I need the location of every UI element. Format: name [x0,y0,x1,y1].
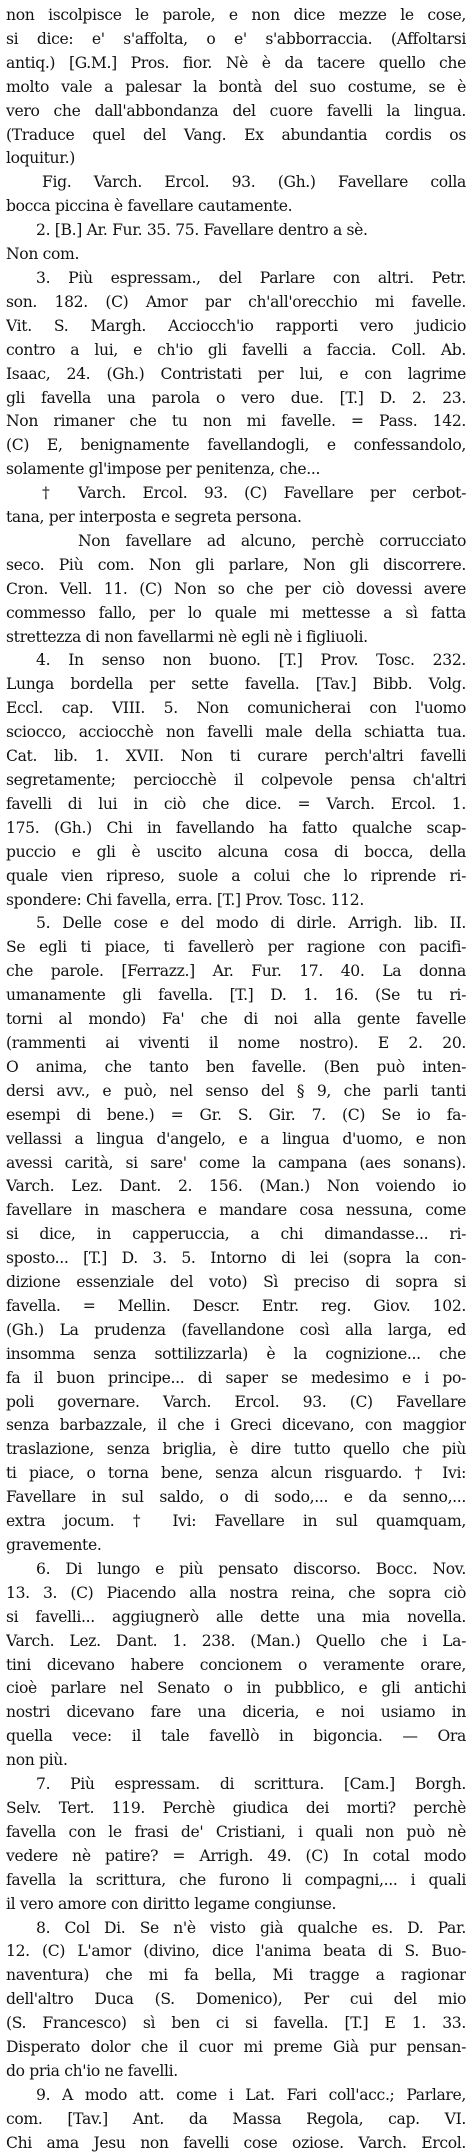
text-line: extra jocum. † Ivi: Favellare in sul quamquam, [6,1512,466,1531]
text-line: Non com. [6,245,80,264]
text-line: traslazione, senza briglia, è dire tutto quello che più [6,1440,466,1459]
text-line: non iscolpisce le parole, e non dice mezze le cose, [6,6,466,24]
text-line: Se egli ti piace, ti favellerò per ragione con pacifi- [6,938,466,957]
text-line: dizione essenziale del voto) Sì preciso di sopra si [6,1273,466,1292]
text-line: dell'altro Duca (S. Domenico), Per cui del mio [6,1990,466,2009]
text-line: 8. Col Di. Se n'è visto già qualche es. D. Par. [36,1918,466,1937]
text-line: spondere: Chi favella, erra. [T.] Prov. Tosc. 112. [6,890,364,909]
text-line: (rammenti ai viventi il nome nostro). E 2. 20. [6,1033,466,1052]
text-line: torni al mondo) Fa' che di noi alla gente favelle [6,1010,466,1029]
text-line: Non rimaner che tu non mi favelle. = Pass. 142. [6,412,466,431]
text-line: cioè parlare nel Senato o in pubblico, e gli antichi [6,1679,466,1698]
text-line: favella. = Mellin. Descr. Entr. reg. Giov. 102. [6,1296,466,1315]
text-line: quale vien ripreso, suole a colui che lo riprende ri- [6,866,466,885]
text-line: Varch. Lez. Dant. 1. 238. (Man.) Quello che i La- [6,1631,466,1650]
text-line: 9. A modo att. come i Lat. Fari coll'acc.; Parlare, [36,2085,466,2104]
text-line: Varch. Lez. Dant. 2. 156. (Man.) Non voiendo io [6,1177,466,1196]
text-line: quella vece: il tale favellò in bigoncia. — Ora [6,1727,466,1746]
text-line: Selv. Tert. 119. Perchè giudica dei morti? perchè [6,1798,466,1817]
text-line: Cron. Vell. 11. (C) Non so che per ciò dovessi avere [6,579,466,598]
text-line: Isaac, 24. (Gh.) Contristati per lui, e con lagrime [6,364,466,383]
text-line: commesso fallo, per lo quale mi mettesse a sì fatta [6,603,466,622]
text-line: contro a lui, e ch'io gli favelli a faccia. Coll. Ab. [6,340,466,359]
text-line: O anima, che tanto ben favelle. (Ben può inten- [6,1057,466,1076]
text-line: gravemente. [6,1536,102,1554]
text-line: sciocco, acciocchè non favelli male della schiatta tua. [6,723,466,742]
text-line: tana, per interposta e segreta persona. [6,508,302,527]
text-line: dersi avv., e può, nel senso del § 9, che parli tanti [6,1081,466,1100]
text-line: umanamente gli favella. [T.] D. 1. 16. (Se tu ri- [6,986,466,1005]
text-line: ti piace, o torna bene, senza alcun risguardo. † Ivi: [6,1464,466,1483]
text-line: poli governare. Varch. Ercol. 93. (C) Favellare [6,1392,466,1411]
text-line: si dice, in capperuccia, a chi dimandasse... ri- [6,1225,466,1244]
text-line: son. 182. (C) Amor par ch'all'orecchio mi favelle. [6,292,466,311]
text-line: (Traduce quel del Vang. Ex abundantia cordis os [6,125,466,144]
text-line: molto vale a palesar la bontà del suo costume, se è [6,77,466,96]
text-line: Eccl. cap. VIII. 5. Non comunicherai con l'uomo [6,699,466,718]
text-line: 13. 3. (C) Piacendo alla nostra reina, che sopra ciò [6,1583,466,1602]
text-line: loquitur.) [6,149,75,168]
text-line: † Varch. Ercol. 93. (C) Favellare per cerbot- [42,484,466,503]
text-line: Vit. S. Margh. Acciocch'io rapporti vero judicio [6,316,466,335]
text-line: che parole. [Ferrazz.] Ar. Fur. 17. 40. La donna [6,962,466,981]
text-line: si favelli... aggiugnerò alle dette una mia novella. [6,1607,466,1626]
text-line: segretamente; perciocchè il colpevole pensa ch'altri [6,771,466,789]
text-line: avessi carità, si sare' come la campana (aes sonans). [6,1153,466,1172]
text-line: 5. Delle cose e del modo di dirle. Arrigh. lib. II. [36,914,466,933]
text-line: Cat. lib. 1. XVII. Non ti curare perch'altri favelli [6,747,466,766]
text-line: non più. [6,1751,68,1770]
text-line: puccio e gli è uscito alcuna cosa di bocca, della [6,842,466,861]
text-line: 6. Di lungo e più pensato discorso. Bocc. Nov. [36,1559,466,1578]
text-line: com. [Tav.] Ant. da Massa Regola, cap. VI. [6,2109,466,2128]
text-line: 175. (Gh.) Chi in favellando ha fatto qualche scap- [6,818,466,837]
text-line: 7. Più espressam. di scrittura. [Cam.] Borgh. [36,1775,466,1794]
text-line: favella con le frasi de' Cristiani, i quali non può nè [6,1822,466,1841]
text-line: Chi ama Jesu non favelli cose oziose. Varch. Ercol. [6,2133,466,2152]
text-line: il vero amore con diritto legame congiunse. [6,1894,337,1913]
text-line: favelli di lui in ciò che dice. = Varch. Ercol. 1. [6,794,466,813]
text-line: (Gh.) La prudenza (favellandone così alla larga, ed [6,1320,466,1339]
text-line: vero che dall'abbondanza del cuore favelli la lingua. [6,101,466,120]
text-line: Disperato dolor che il cuor mi preme Già pur pensan- [6,2038,466,2057]
text-line: favella la scrittura, che furono li compagni,... i quali [6,1870,466,1889]
text-line: 12. (C) L'amor (divino, dice l'anima beata di S. Buo- [6,1942,466,1961]
text-line: 4. In senso non buono. [T.] Prov. Tosc. 232. [36,651,466,670]
text-line: Favellare in sul saldo, o di sodo,... e da senno,... [6,1488,466,1507]
text-line: 2. [B.] Ar. Fur. 35. 75. Favellare dentro a sè. [36,221,368,240]
text-line: tini dicevano habere concionem o veramente orare, [6,1655,466,1674]
dictionary-text-column [6,4,466,2156]
text-line: si dice: e' s'affolta, o e' s'abborraccia. (Affoltarsi [6,29,466,48]
text-line: Lunga bordella per sette favella. [Tav.] Bibb. Volg. [6,675,466,694]
text-line: do pria ch'io ne favelli. [6,2061,178,2080]
text-line: sposto... [T.] D. 3. 5. Intorno di lei (sopra la con- [6,1249,466,1268]
text-line: Non favellare ad alcuno, perchè corrucciato [78,531,466,550]
text-line: seco. Più com. Non gli parlare, Non gli discorrere. [6,555,466,574]
text-line: Fig. Varch. Ercol. 93. (Gh.) Favellare colla [42,173,466,192]
text-line: fa il buon principe... di saper se medesimo e i po- [6,1368,466,1387]
text-line: gli favella una parola o vero due. [T.] D. 2. 23. [6,388,466,407]
text-line: vellassi a lingua d'angelo, e a lingua d'uomo, e non [6,1129,466,1148]
text-line: bocca piccina è favellare cautamente. [6,197,293,216]
text-line: naventura) che mi fa bella, Mi tragge a ragionar [6,1966,466,1985]
text-line: antiq.) [G.M.] Pros. fior. Nè è da tacere quello che [6,53,466,72]
text-line: vedere nè patire? = Arrigh. 49. (C) In cotal modo [6,1846,466,1865]
text-line: insomma senza sottilizzarla) è la cognizione... che [6,1344,466,1363]
text-line: senza barbazzale, il che i Greci dicevano, con maggior [6,1416,466,1435]
text-line: strettezza di non favellarmi nè egli nè i figliuoli. [6,627,368,646]
text-line: (S. Francesco) sì ben ci si favella. [T.] E 1. 33. [6,2014,466,2033]
text-line: (C) E, benignamente favellandogli, e confessandolo, [6,436,466,455]
text-line: favellare in maschera e mandare cosa nessuna, come [6,1201,466,1220]
text-line: nostri dicevano fare una diceria, e noi usiamo in [6,1703,466,1722]
text-line: solamente gl'impose per penitenza, che... [6,460,321,479]
text-line: 3. Più espressam., del Parlare con altri. Petr. [36,268,466,287]
text-line: esempi di bene.) = Gr. S. Gir. 7. (C) Se io fa- [6,1105,466,1124]
